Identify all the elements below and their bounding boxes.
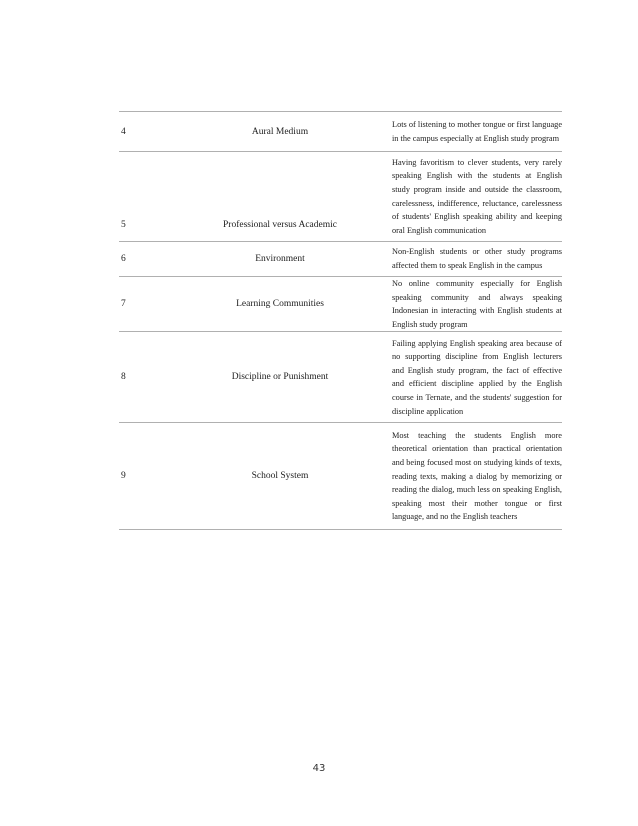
row-number: 7 xyxy=(119,277,170,332)
row-number: 6 xyxy=(119,242,170,277)
factor-name: Discipline or Punishment xyxy=(170,332,390,423)
factor-name: Aural Medium xyxy=(170,112,390,152)
factor-name: Professional versus Academic xyxy=(170,152,390,242)
factor-description: Lots of listening to mother tongue or first language in the campus especially at English study program xyxy=(390,112,562,152)
factor-name: Learning Communities xyxy=(170,277,390,332)
factors-table xyxy=(119,111,562,530)
table-row xyxy=(119,423,562,530)
factor-description: No online community especially for English speaking community and always speaking Indonesian in interacting with English students at English study program xyxy=(390,277,562,332)
page-number: 43 xyxy=(312,763,326,774)
row-number: 9 xyxy=(119,423,170,530)
factor-description: Having favoritism to clever students, very rarely speaking English with the students at English study program inside and outside the classroom, carelessness, indifference, reluctance, carelessness of students' English speaking ability and keeping oral English communication xyxy=(390,152,562,242)
table-row xyxy=(119,332,562,423)
factor-description: Non-English students or other study programs affected them to speak English in the campus xyxy=(390,242,562,277)
factor-name: Environment xyxy=(170,242,390,277)
row-number: 8 xyxy=(119,332,170,423)
factor-name: School System xyxy=(170,423,390,530)
table-row xyxy=(119,277,562,332)
table-row xyxy=(119,152,562,242)
table-row xyxy=(119,242,562,277)
row-number: 4 xyxy=(119,112,170,152)
row-number: 5 xyxy=(119,152,170,242)
factor-description: Most teaching the students English more theoretical orientation than practical orientation and being focused most on studying kinds of texts, reading texts, making a dialog by memorizing or reading the dialog, much less on speaking English, speaking most their mother tongue or first language, and no the English teachers xyxy=(390,423,562,530)
factor-description: Failing applying English speaking area because of no supporting discipline from English lecturers and English study program, the fact of effective and efficient discipline applied by the English course in Ternate, and the students' suggestion for discipline application xyxy=(390,332,562,423)
table-row xyxy=(119,112,562,152)
